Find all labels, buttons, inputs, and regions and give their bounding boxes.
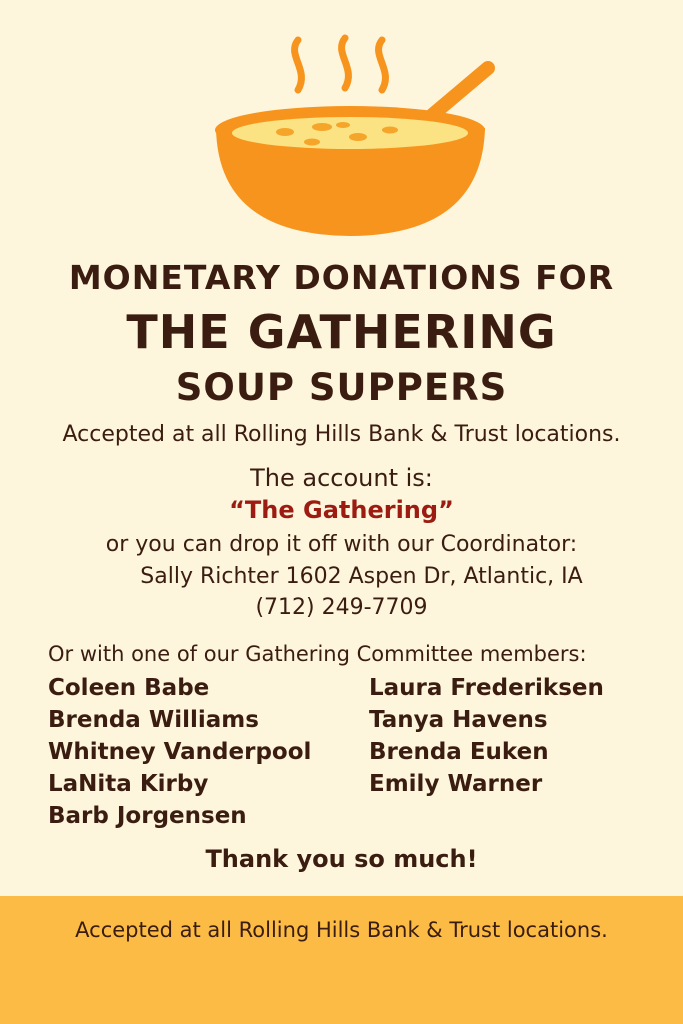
coordinator-address: Sally Richter 1602 Aspen Dr, Atlantic, IA xyxy=(140,564,583,589)
account-name: “The Gathering” xyxy=(229,496,454,524)
committee-intro: Or with one of our Gathering Committee members: xyxy=(48,642,587,666)
heading-line-1: MONETARY DONATIONS FOR xyxy=(68,258,615,297)
member-name: Emily Warner xyxy=(369,771,543,797)
heading-line-3: SOUP SUPPERS xyxy=(175,366,508,409)
member-name: Brenda Williams xyxy=(48,707,259,733)
coordinator-phone: (712) 249-7709 xyxy=(255,595,428,620)
member-name: Tanya Havens xyxy=(369,707,548,733)
footer-text: Accepted at all Rolling Hills Bank & Trust locations. xyxy=(75,918,608,942)
member-name: Brenda Euken xyxy=(369,739,549,765)
coordinator-intro: or you can drop it off with our Coordinator: xyxy=(105,532,578,557)
member-name: Barb Jorgensen xyxy=(48,803,247,829)
member-name: LaNita Kirby xyxy=(48,771,209,797)
member-name: Laura Frederiksen xyxy=(369,675,604,701)
heading-line-2: THE GATHERING xyxy=(126,305,557,359)
account-label: The account is: xyxy=(250,464,433,492)
footer-band xyxy=(0,896,683,1024)
member-name: Whitney Vanderpool xyxy=(48,739,312,765)
accepted-text: Accepted at all Rolling Hills Bank & Trust locations. xyxy=(62,422,621,447)
soup-bowl-icon xyxy=(200,30,520,245)
thank-you-text: Thank you so much! xyxy=(205,845,478,873)
member-name: Coleen Babe xyxy=(48,675,210,701)
steam-icon xyxy=(295,38,386,90)
